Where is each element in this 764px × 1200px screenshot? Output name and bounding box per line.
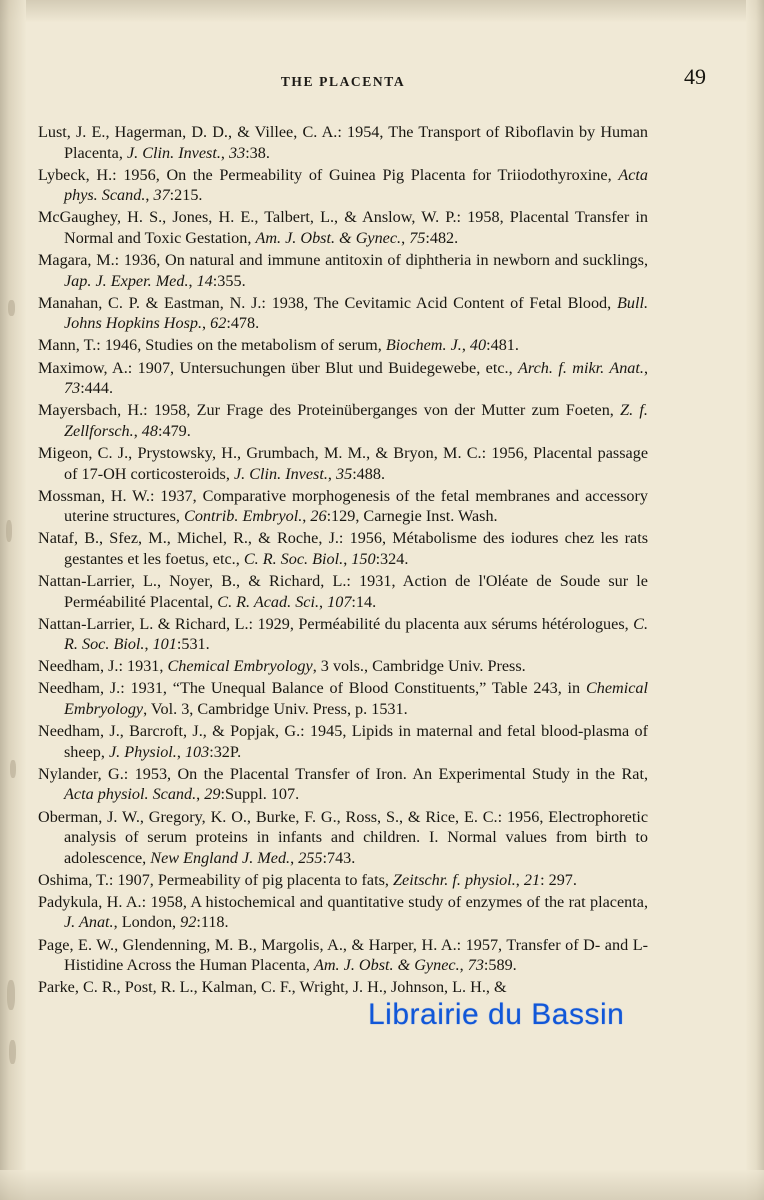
reference-entry: Lust, J. E., Hagerman, D. D., & Villee, C. A.: 1954, The Transport of Riboflavin by Human Placenta, J. Clin. Invest., 33:38. (38, 123, 648, 162)
reference-entry: Mann, T.: 1946, Studies on the metabolism of serum, Biochem. J., 40:481. (38, 336, 519, 355)
paper-speck (8, 300, 15, 316)
paper-speck (10, 760, 16, 778)
page-number: 49 (684, 64, 706, 89)
page-content (38, 64, 706, 999)
reference-entry: Nattan-Larrier, L. & Richard, L.: 1929, Perméabilité du placenta aux sérums hétérologues, C. R. Soc. Biol., 101:531. (38, 614, 648, 654)
page-edge-top (0, 0, 764, 22)
reference-entry: Oshima, T.: 1907, Permeability of pig placenta to fats, Zeitschr. f. physiol., 21: 297. (38, 870, 577, 889)
reference-entry: Needham, J., Barcroft, J., & Popjak, G.: 1945, Lipids in maternal and fetal blood-plasma of sheep, J. Physiol., 103:32P. (38, 722, 648, 761)
page-header (38, 64, 706, 100)
reference-entry: Maximow, A.: 1907, Untersuchungen über Blut und Buidegewebe, etc., Arch. f. mikr. Anat., 73:444. (38, 358, 648, 398)
reference-entry: Magara, M.: 1936, On natural and immune antitoxin of diphtheria in newborn and sucklings, Jap. J. Exper. Med., 14:355. (38, 251, 648, 290)
paper-speck (9, 1040, 16, 1064)
reference-entry: Needham, J.: 1931, “The Unequal Balance of Blood Constituents,” Table 243, in Chemical Embryology, Vol. 3, Cambridge Univ. Press, p. 1531. (38, 679, 648, 719)
reference-entry: Mayersbach, H.: 1958, Zur Frage des Proteinüberganges von der Mutter zum Foeten, Z. f. Zellforsch., 48:479. (38, 401, 648, 440)
reference-entry: Parke, C. R., Post, R. L., Kalman, C. F., Wright, J. H., Johnson, L. H., & (38, 978, 507, 997)
reference-entry: Manahan, C. P. & Eastman, N. J.: 1938, The Cevitamic Acid Content of Fetal Blood, Bull. Johns Hopkins Hosp., 62:478. (38, 293, 648, 333)
reference-entry: Padykula, H. A.: 1958, A histochemical and quantitative study of enzymes of the rat placenta, J. Anat., London, 92:118. (38, 892, 648, 932)
reference-entry: Nattan-Larrier, L., Noyer, B., & Richard, L.: 1931, Action de l'Oléate de Soude sur le Perméabilité Placental, C. R. Acad. Sci., 107:14. (38, 571, 648, 611)
reference-entry: Mossman, H. W.: 1937, Comparative morphogenesis of the fetal membranes and accessory uterine structures, Contrib. Embryol., 26:129, Carnegie Inst. Wash. (38, 486, 648, 526)
watermark: Librairie du Bassin (368, 998, 625, 1031)
page-edge-left (0, 0, 26, 1200)
reference-entry: Needham, J.: 1931, Chemical Embryology, 3 vols., Cambridge Univ. Press. (38, 657, 526, 676)
reference-entry: Oberman, J. W., Gregory, K. O., Burke, F. G., Ross, S., & Rice, E. C.: 1956, Electrophoretic analysis of serum proteins in infants and children. I. Normal values from birth to adolescence, New England J. Med., 255:743. (38, 807, 648, 867)
page-edge-right (746, 0, 764, 1200)
paper-speck (7, 980, 15, 1010)
reference-list (38, 122, 648, 998)
reference-entry: Lybeck, H.: 1956, On the Permeability of Guinea Pig Placenta for Triiodothyroxine, Acta phys. Scand., 37:215. (38, 165, 648, 205)
page-edge-bottom (0, 1170, 764, 1200)
reference-entry: Migeon, C. J., Prystowsky, H., Grumbach, M. M., & Bryon, M. C.: 1956, Placental passage of 17-OH corticosteroids, J. Clin. Invest., 35:488. (38, 443, 648, 483)
reference-entry: Nylander, G.: 1953, On the Placental Transfer of Iron. An Experimental Study in the Rat, Acta physiol. Scand., 29:Suppl. 107. (38, 764, 648, 804)
reference-entry: Nataf, B., Sfez, M., Michel, R., & Roche, J.: 1956, Métabolisme des iodures chez les rats gestantes et les foetus, etc., C. R. Soc. Biol., 150:324. (38, 529, 648, 568)
running-head: THE PLACENTA (280, 74, 406, 89)
reference-entry: McGaughey, H. S., Jones, H. E., Talbert, L., & Anslow, W. P.: 1958, Placental Transfer in Normal and Toxic Gestation, Am. J. Obst. & Gynec., 75:482. (38, 208, 648, 247)
reference-entry: Page, E. W., Glendenning, M. B., Margolis, A., & Harper, H. A.: 1957, Transfer of D- and L-Histidine Across the Human Placenta, Am. J. Obst. & Gynec., 73:589. (38, 935, 648, 975)
paper-speck (6, 520, 12, 542)
